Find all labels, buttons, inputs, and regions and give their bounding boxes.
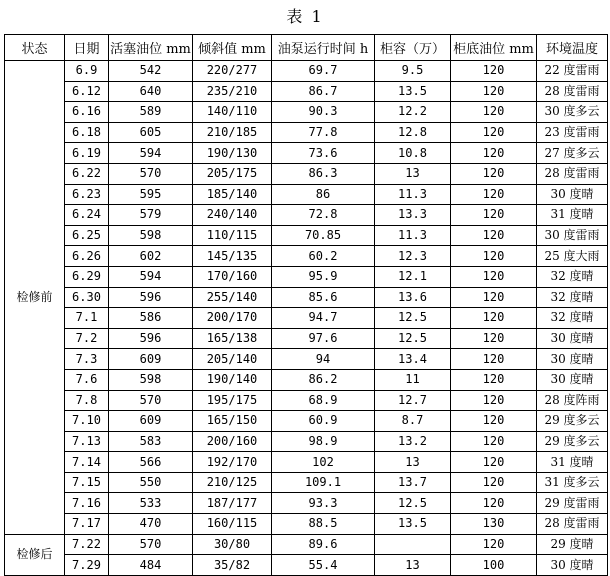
cell-piston-oil-level: 605 <box>109 122 193 143</box>
cell-tilt-value: 205/140 <box>193 349 272 370</box>
header-pump-runtime: 油泵运行时间 h <box>272 35 375 61</box>
table-header <box>5 35 608 61</box>
cell-ambient-temp: 28 度阵雨 <box>537 390 608 411</box>
cell-tank-capacity: 13.5 <box>375 81 451 102</box>
table-row <box>5 266 608 287</box>
table-row <box>5 81 608 102</box>
cell-tilt-value: 210/185 <box>193 122 272 143</box>
cell-tilt-value: 30/80 <box>193 534 272 555</box>
cell-tank-capacity: 12.5 <box>375 308 451 329</box>
cell-tilt-value: 190/140 <box>193 369 272 390</box>
table-row <box>5 472 608 493</box>
cell-piston-oil-level: 598 <box>109 369 193 390</box>
cell-ambient-temp: 30 度晴 <box>537 555 608 576</box>
cell-bottom-oil-level: 120 <box>451 61 537 82</box>
header-status: 状态 <box>5 35 65 61</box>
cell-tilt-value: 140/110 <box>193 102 272 123</box>
cell-bottom-oil-level: 120 <box>451 184 537 205</box>
table-row <box>5 287 608 308</box>
cell-piston-oil-level: 595 <box>109 184 193 205</box>
cell-pump-runtime: 69.7 <box>272 61 375 82</box>
cell-tilt-value: 240/140 <box>193 205 272 226</box>
table-row <box>5 205 608 226</box>
cell-tank-capacity: 13.7 <box>375 472 451 493</box>
cell-bottom-oil-level: 120 <box>451 493 537 514</box>
cell-date: 6.12 <box>65 81 109 102</box>
cell-piston-oil-level: 640 <box>109 81 193 102</box>
table-row <box>5 122 608 143</box>
cell-tilt-value: 235/210 <box>193 81 272 102</box>
cell-piston-oil-level: 470 <box>109 514 193 535</box>
cell-ambient-temp: 30 度晴 <box>537 369 608 390</box>
cell-ambient-temp: 31 度多云 <box>537 472 608 493</box>
cell-tank-capacity: 13 <box>375 452 451 473</box>
table-row <box>5 61 608 82</box>
cell-pump-runtime: 94 <box>272 349 375 370</box>
cell-bottom-oil-level: 120 <box>451 452 537 473</box>
cell-bottom-oil-level: 120 <box>451 411 537 432</box>
cell-piston-oil-level: 594 <box>109 143 193 164</box>
cell-piston-oil-level: 609 <box>109 411 193 432</box>
cell-piston-oil-level: 589 <box>109 102 193 123</box>
cell-ambient-temp: 32 度晴 <box>537 266 608 287</box>
cell-date: 7.16 <box>65 493 109 514</box>
cell-date: 6.29 <box>65 266 109 287</box>
cell-bottom-oil-level: 120 <box>451 143 537 164</box>
cell-pump-runtime: 102 <box>272 452 375 473</box>
table-row <box>5 411 608 432</box>
cell-pump-runtime: 68.9 <box>272 390 375 411</box>
table-row <box>5 369 608 390</box>
table-row <box>5 328 608 349</box>
header-row <box>5 35 608 61</box>
table-row <box>5 534 608 555</box>
cell-ambient-temp: 28 度雷雨 <box>537 81 608 102</box>
cell-pump-runtime: 98.9 <box>272 431 375 452</box>
cell-piston-oil-level: 596 <box>109 328 193 349</box>
cell-bottom-oil-level: 120 <box>451 246 537 267</box>
cell-bottom-oil-level: 120 <box>451 534 537 555</box>
cell-date: 7.22 <box>65 534 109 555</box>
cell-tank-capacity: 13.5 <box>375 514 451 535</box>
header-ambient-temp: 环境温度 <box>537 35 608 61</box>
table-row <box>5 452 608 473</box>
table-body <box>5 61 608 576</box>
table-row <box>5 349 608 370</box>
cell-tank-capacity: 13 <box>375 555 451 576</box>
table-row <box>5 308 608 329</box>
header-bottom-oil-level: 柜底油位 mm <box>451 35 537 61</box>
cell-ambient-temp: 30 度雷雨 <box>537 225 608 246</box>
cell-tank-capacity: 12.3 <box>375 246 451 267</box>
cell-pump-runtime: 86.3 <box>272 163 375 184</box>
cell-date: 7.3 <box>65 349 109 370</box>
cell-ambient-temp: 29 度晴 <box>537 534 608 555</box>
cell-tilt-value: 170/160 <box>193 266 272 287</box>
cell-tank-capacity: 13.2 <box>375 431 451 452</box>
cell-pump-runtime: 90.3 <box>272 102 375 123</box>
table-row <box>5 555 608 576</box>
cell-pump-runtime: 95.9 <box>272 266 375 287</box>
cell-date: 7.17 <box>65 514 109 535</box>
cell-tilt-value: 145/135 <box>193 246 272 267</box>
cell-tilt-value: 205/175 <box>193 163 272 184</box>
cell-piston-oil-level: 533 <box>109 493 193 514</box>
cell-tilt-value: 195/175 <box>193 390 272 411</box>
cell-date: 6.30 <box>65 287 109 308</box>
cell-pump-runtime: 72.8 <box>272 205 375 226</box>
cell-ambient-temp: 25 度大雨 <box>537 246 608 267</box>
cell-tilt-value: 255/140 <box>193 287 272 308</box>
table-row <box>5 184 608 205</box>
cell-pump-runtime: 55.4 <box>272 555 375 576</box>
header-piston-oil-level: 活塞油位 mm <box>109 35 193 61</box>
cell-bottom-oil-level: 130 <box>451 514 537 535</box>
cell-bottom-oil-level: 120 <box>451 390 537 411</box>
cell-tilt-value: 160/115 <box>193 514 272 535</box>
cell-piston-oil-level: 586 <box>109 308 193 329</box>
cell-pump-runtime: 88.5 <box>272 514 375 535</box>
cell-piston-oil-level: 602 <box>109 246 193 267</box>
cell-tilt-value: 190/130 <box>193 143 272 164</box>
cell-pump-runtime: 70.85 <box>272 225 375 246</box>
cell-piston-oil-level: 609 <box>109 349 193 370</box>
cell-tank-capacity: 12.2 <box>375 102 451 123</box>
cell-bottom-oil-level: 120 <box>451 431 537 452</box>
cell-tank-capacity <box>375 534 451 555</box>
cell-ambient-temp: 27 度多云 <box>537 143 608 164</box>
cell-tilt-value: 35/82 <box>193 555 272 576</box>
cell-date: 7.6 <box>65 369 109 390</box>
cell-date: 7.14 <box>65 452 109 473</box>
cell-pump-runtime: 73.6 <box>272 143 375 164</box>
cell-ambient-temp: 32 度晴 <box>537 308 608 329</box>
cell-piston-oil-level: 570 <box>109 390 193 411</box>
cell-bottom-oil-level: 100 <box>451 555 537 576</box>
cell-bottom-oil-level: 120 <box>451 287 537 308</box>
cell-pump-runtime: 89.6 <box>272 534 375 555</box>
cell-piston-oil-level: 596 <box>109 287 193 308</box>
cell-ambient-temp: 29 度雷雨 <box>537 493 608 514</box>
cell-ambient-temp: 32 度晴 <box>537 287 608 308</box>
cell-tank-capacity: 12.7 <box>375 390 451 411</box>
cell-pump-runtime: 77.8 <box>272 122 375 143</box>
cell-bottom-oil-level: 120 <box>451 163 537 184</box>
cell-ambient-temp: 31 度晴 <box>537 205 608 226</box>
cell-tilt-value: 220/277 <box>193 61 272 82</box>
cell-piston-oil-level: 583 <box>109 431 193 452</box>
cell-ambient-temp: 31 度晴 <box>537 452 608 473</box>
cell-tilt-value: 185/140 <box>193 184 272 205</box>
cell-tank-capacity: 13.3 <box>375 205 451 226</box>
cell-pump-runtime: 60.9 <box>272 411 375 432</box>
cell-bottom-oil-level: 120 <box>451 81 537 102</box>
cell-date: 7.1 <box>65 308 109 329</box>
cell-bottom-oil-level: 120 <box>451 369 537 390</box>
cell-tilt-value: 200/170 <box>193 308 272 329</box>
table-row <box>5 163 608 184</box>
cell-pump-runtime: 109.1 <box>272 472 375 493</box>
cell-bottom-oil-level: 120 <box>451 328 537 349</box>
cell-bottom-oil-level: 120 <box>451 205 537 226</box>
cell-ambient-temp: 29 度多云 <box>537 431 608 452</box>
cell-piston-oil-level: 579 <box>109 205 193 226</box>
cell-tank-capacity: 11 <box>375 369 451 390</box>
cell-tilt-value: 165/150 <box>193 411 272 432</box>
cell-date: 6.18 <box>65 122 109 143</box>
cell-tilt-value: 192/170 <box>193 452 272 473</box>
cell-tank-capacity: 8.7 <box>375 411 451 432</box>
cell-date: 6.16 <box>65 102 109 123</box>
cell-ambient-temp: 30 度晴 <box>537 349 608 370</box>
cell-ambient-temp: 23 度雷雨 <box>537 122 608 143</box>
cell-tank-capacity: 9.5 <box>375 61 451 82</box>
data-table <box>4 34 608 576</box>
cell-date: 6.23 <box>65 184 109 205</box>
cell-date: 7.8 <box>65 390 109 411</box>
cell-ambient-temp: 28 度雷雨 <box>537 163 608 184</box>
header-tilt-value: 倾斜值 mm <box>193 35 272 61</box>
cell-pump-runtime: 85.6 <box>272 287 375 308</box>
cell-date: 6.9 <box>65 61 109 82</box>
cell-piston-oil-level: 570 <box>109 163 193 184</box>
cell-bottom-oil-level: 120 <box>451 102 537 123</box>
cell-ambient-temp: 29 度多云 <box>537 411 608 432</box>
cell-tank-capacity: 12.5 <box>375 328 451 349</box>
cell-piston-oil-level: 598 <box>109 225 193 246</box>
cell-date: 7.15 <box>65 472 109 493</box>
cell-bottom-oil-level: 120 <box>451 349 537 370</box>
cell-bottom-oil-level: 120 <box>451 308 537 329</box>
status-cell: 检修前 <box>5 61 65 535</box>
cell-bottom-oil-level: 120 <box>451 472 537 493</box>
cell-piston-oil-level: 566 <box>109 452 193 473</box>
cell-bottom-oil-level: 120 <box>451 266 537 287</box>
cell-piston-oil-level: 542 <box>109 61 193 82</box>
cell-tilt-value: 110/115 <box>193 225 272 246</box>
cell-date: 6.22 <box>65 163 109 184</box>
cell-date: 7.13 <box>65 431 109 452</box>
cell-date: 7.10 <box>65 411 109 432</box>
cell-date: 7.2 <box>65 328 109 349</box>
cell-tank-capacity: 13.6 <box>375 287 451 308</box>
cell-tank-capacity: 11.3 <box>375 225 451 246</box>
header-date: 日期 <box>65 35 109 61</box>
cell-date: 6.19 <box>65 143 109 164</box>
cell-tank-capacity: 10.8 <box>375 143 451 164</box>
cell-tank-capacity: 11.3 <box>375 184 451 205</box>
cell-tilt-value: 210/125 <box>193 472 272 493</box>
cell-bottom-oil-level: 120 <box>451 122 537 143</box>
cell-pump-runtime: 86 <box>272 184 375 205</box>
cell-tank-capacity: 12.1 <box>375 266 451 287</box>
table-row <box>5 390 608 411</box>
table-row <box>5 514 608 535</box>
cell-tilt-value: 200/160 <box>193 431 272 452</box>
cell-ambient-temp: 22 度雷雨 <box>537 61 608 82</box>
cell-pump-runtime: 86.7 <box>272 81 375 102</box>
cell-piston-oil-level: 550 <box>109 472 193 493</box>
table-row <box>5 431 608 452</box>
cell-pump-runtime: 94.7 <box>272 308 375 329</box>
cell-pump-runtime: 93.3 <box>272 493 375 514</box>
cell-tank-capacity: 13 <box>375 163 451 184</box>
cell-ambient-temp: 30 度多云 <box>537 102 608 123</box>
header-tank-capacity: 柜容（万） <box>375 35 451 61</box>
cell-piston-oil-level: 594 <box>109 266 193 287</box>
table-row <box>5 143 608 164</box>
cell-ambient-temp: 30 度晴 <box>537 184 608 205</box>
cell-pump-runtime: 97.6 <box>272 328 375 349</box>
cell-bottom-oil-level: 120 <box>451 225 537 246</box>
table-caption: 表 1 <box>286 7 324 26</box>
table-row <box>5 493 608 514</box>
cell-ambient-temp: 28 度雷雨 <box>537 514 608 535</box>
cell-tank-capacity: 12.8 <box>375 122 451 143</box>
cell-ambient-temp: 30 度晴 <box>537 328 608 349</box>
table-row <box>5 225 608 246</box>
cell-date: 6.24 <box>65 205 109 226</box>
cell-pump-runtime: 86.2 <box>272 369 375 390</box>
cell-tank-capacity: 13.4 <box>375 349 451 370</box>
cell-date: 6.26 <box>65 246 109 267</box>
table-row <box>5 102 608 123</box>
cell-piston-oil-level: 484 <box>109 555 193 576</box>
status-cell: 检修后 <box>5 534 65 575</box>
table-row <box>5 246 608 267</box>
cell-piston-oil-level: 570 <box>109 534 193 555</box>
cell-pump-runtime: 60.2 <box>272 246 375 267</box>
cell-date: 6.25 <box>65 225 109 246</box>
cell-tank-capacity: 12.5 <box>375 493 451 514</box>
cell-tilt-value: 165/138 <box>193 328 272 349</box>
cell-tilt-value: 187/177 <box>193 493 272 514</box>
cell-date: 7.29 <box>65 555 109 576</box>
